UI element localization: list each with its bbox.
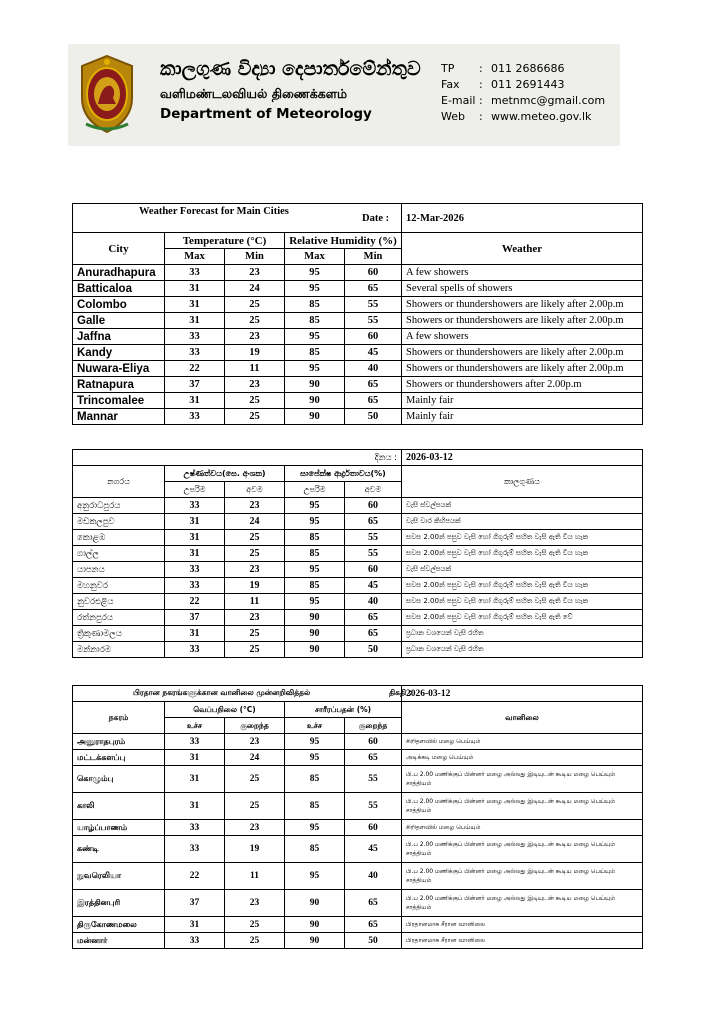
date-label: திகதி : — [389, 688, 412, 697]
temp-min-cell: 25 — [225, 313, 285, 329]
table-row — [73, 863, 643, 890]
col-header-weather: කාලගුණය — [402, 466, 643, 498]
city-cell: Nuwara-Eliya — [73, 361, 165, 377]
table-title: Weather Forecast for Main Cities — [139, 206, 289, 217]
humidity-max-cell: 95 — [285, 281, 345, 297]
col-header-min: අවම — [345, 482, 402, 498]
weather-cell: වැසි වාර කිහිපයක් — [402, 514, 643, 530]
humidity-max-cell: 95 — [285, 265, 345, 281]
temp-min-cell: 23 — [225, 890, 285, 917]
temp-min-cell: 24 — [225, 281, 285, 297]
col-header-temperature: Temperature (°C) — [165, 233, 285, 249]
col-header-weather: Weather — [402, 233, 643, 265]
humidity-max-cell: 85 — [285, 297, 345, 313]
contact-label: Fax — [441, 78, 460, 91]
table-row — [73, 562, 643, 578]
city-cell: Colombo — [73, 297, 165, 313]
contact-label: Web — [441, 110, 465, 123]
table-row — [73, 917, 643, 933]
col-header-min: குறைந்த — [225, 718, 285, 734]
col-header-max: උපරිම — [285, 482, 345, 498]
temp-min-cell: 23 — [225, 820, 285, 836]
city-cell: Anuradhapura — [73, 265, 165, 281]
temp-min-cell: 24 — [225, 750, 285, 766]
humidity-max-cell: 95 — [285, 594, 345, 610]
table-body — [73, 498, 643, 658]
temp-max-cell: 33 — [165, 578, 225, 594]
humidity-min-cell: 55 — [345, 766, 402, 793]
weather-cell: Mainly fair — [402, 409, 643, 425]
table-body — [73, 734, 643, 949]
table-row — [73, 265, 643, 281]
humidity-max-cell: 85 — [285, 836, 345, 863]
temp-min-cell: 25 — [225, 626, 285, 642]
weather-cell: பிரதானமாக சீரான வானிலை — [402, 917, 643, 933]
temp-min-cell: 25 — [225, 409, 285, 425]
weather-cell: பி.ப 2.00 மணிக்குப் பின்னர் மழை அல்லது இடியுடன் கூடிய மழை பெய்யும் சாத்தியம் — [402, 836, 643, 863]
humidity-min-cell: 60 — [345, 820, 402, 836]
col-header-max: Max — [165, 249, 225, 265]
temp-max-cell: 31 — [165, 530, 225, 546]
weather-cell: Mainly fair — [402, 393, 643, 409]
table-row — [73, 514, 643, 530]
city-cell: යාපනය — [73, 562, 165, 578]
humidity-min-cell: 55 — [345, 313, 402, 329]
weather-cell: Showers or thundershowers are likely after 2.00p.m — [402, 297, 643, 313]
table-row — [73, 313, 643, 329]
city-cell: ත්‍රිකුණාමලය — [73, 626, 165, 642]
col-header-min: අවම — [225, 482, 285, 498]
table-row — [73, 594, 643, 610]
humidity-max-cell: 95 — [285, 361, 345, 377]
table-row — [73, 820, 643, 836]
temp-min-cell: 11 — [225, 863, 285, 890]
humidity-max-cell: 95 — [285, 498, 345, 514]
col-header-max: உச்ச — [285, 718, 345, 734]
temp-max-cell: 22 — [165, 361, 225, 377]
temp-max-cell: 33 — [165, 734, 225, 750]
humidity-min-cell: 40 — [345, 594, 402, 610]
temp-min-cell: 11 — [225, 361, 285, 377]
humidity-min-cell: 55 — [345, 297, 402, 313]
city-cell: Kandy — [73, 345, 165, 361]
city-cell: Batticaloa — [73, 281, 165, 297]
city-cell: නුවරඑළිය — [73, 594, 165, 610]
city-cell: மன்னார் — [73, 933, 165, 949]
col-header-max: உச்ச — [165, 718, 225, 734]
weather-cell: සවස 2.00න් පසුව වැසි හෝ ගිගුරුම් සහිත වැසි ඇති වීය හැක — [402, 546, 643, 562]
table-row — [73, 734, 643, 750]
humidity-max-cell: 90 — [285, 890, 345, 917]
city-cell: මඩකලපුව — [73, 514, 165, 530]
city-cell: අනුරාධපුරය — [73, 498, 165, 514]
col-header-max: උපරිම — [165, 482, 225, 498]
city-cell: கண்டி — [73, 836, 165, 863]
humidity-min-cell: 50 — [345, 642, 402, 658]
humidity-min-cell: 60 — [345, 734, 402, 750]
temp-min-cell: 23 — [225, 498, 285, 514]
temp-min-cell: 23 — [225, 265, 285, 281]
temp-max-cell: 31 — [165, 297, 225, 313]
weather-cell: A few showers — [402, 329, 643, 345]
humidity-min-cell: 65 — [345, 750, 402, 766]
city-cell: கொழும்பு — [73, 766, 165, 793]
col-header-temperature: வெப்பநிலை (°C) — [165, 702, 285, 718]
weather-cell: பி.ப 2.00 மணிக்குப் பின்னர் மழை அல்லது இடியுடன் கூடிய மழை பெய்யும் சாத்தியம் — [402, 890, 643, 917]
humidity-max-cell: 85 — [285, 313, 345, 329]
weather-cell: பிரதானமாக சீரான வானிலை — [402, 933, 643, 949]
weather-cell: Showers or thundershowers are likely after 2.00p.m — [402, 313, 643, 329]
table-row — [73, 281, 643, 297]
temp-max-cell: 22 — [165, 863, 225, 890]
humidity-max-cell: 95 — [285, 562, 345, 578]
temp-min-cell: 23 — [225, 562, 285, 578]
table-row — [73, 766, 643, 793]
letterhead — [68, 44, 620, 146]
temp-min-cell: 25 — [225, 933, 285, 949]
temp-max-cell: 33 — [165, 836, 225, 863]
city-cell: ගාල්ල — [73, 546, 165, 562]
weather-cell: වැසි ස්වල්පයක් — [402, 498, 643, 514]
humidity-min-cell: 55 — [345, 546, 402, 562]
table-row — [73, 361, 643, 377]
table-row — [73, 890, 643, 917]
humidity-min-cell: 65 — [345, 626, 402, 642]
temp-min-cell: 11 — [225, 594, 285, 610]
temp-max-cell: 33 — [165, 498, 225, 514]
humidity-min-cell: 65 — [345, 377, 402, 393]
city-cell: நுவரெலியா — [73, 863, 165, 890]
weather-cell: සවස 2.00න් පසුව වැසි හෝ ගිගුරුම් සහිත වැසි ඇති වීය හැක — [402, 578, 643, 594]
table-row — [73, 377, 643, 393]
table-body — [73, 265, 643, 425]
city-cell: Jaffna — [73, 329, 165, 345]
weather-cell: සවස 2.00න් පසුව වැසි හෝ ගිගුරුම් සහිත වැසි ඇති වීය හැක — [402, 594, 643, 610]
humidity-max-cell: 90 — [285, 393, 345, 409]
temp-max-cell: 31 — [165, 546, 225, 562]
humidity-min-cell: 60 — [345, 329, 402, 345]
humidity-min-cell: 45 — [345, 836, 402, 863]
humidity-min-cell: 45 — [345, 578, 402, 594]
contact-web: Web : www.meteo.gov.lk — [441, 110, 592, 123]
col-header-humidity: சாரீரப்பதன் (%) — [285, 702, 402, 718]
humidity-max-cell: 85 — [285, 546, 345, 562]
humidity-min-cell: 65 — [345, 514, 402, 530]
table-row — [73, 409, 643, 425]
city-cell: மட்டக்களப்பு — [73, 750, 165, 766]
temp-min-cell: 25 — [225, 642, 285, 658]
temp-min-cell: 19 — [225, 345, 285, 361]
table-title-cell — [73, 686, 412, 702]
contact-label: TP — [441, 62, 455, 75]
table-row — [73, 530, 643, 546]
forecast-table-tamil — [72, 685, 643, 949]
temp-min-cell: 25 — [225, 297, 285, 313]
temp-min-cell: 23 — [225, 377, 285, 393]
contact-fax: Fax : 011 2691443 — [441, 78, 565, 91]
temp-max-cell: 33 — [165, 820, 225, 836]
weather-cell: වැසි ස්වල්පයක් — [402, 562, 643, 578]
humidity-min-cell: 65 — [345, 610, 402, 626]
humidity-min-cell: 40 — [345, 863, 402, 890]
humidity-max-cell: 95 — [285, 514, 345, 530]
department-name-english: Department of Meteorology — [160, 106, 372, 122]
weather-cell: සවස 2.00න් පසුව වැසි හෝ ගිගුරුම් සහිත වැසි ඇති වීය හැක — [402, 530, 643, 546]
city-cell: කොළඹ — [73, 530, 165, 546]
humidity-max-cell: 90 — [285, 933, 345, 949]
humidity-max-cell: 95 — [285, 863, 345, 890]
temp-max-cell: 31 — [165, 750, 225, 766]
table-row — [73, 345, 643, 361]
humidity-max-cell: 85 — [285, 345, 345, 361]
temp-min-cell: 19 — [225, 836, 285, 863]
temp-max-cell: 31 — [165, 793, 225, 820]
sri-lanka-emblem-icon — [76, 54, 138, 134]
col-header-temperature: උෂ්ණත්වය(සෙ. අංශක) — [165, 466, 285, 482]
temp-max-cell: 37 — [165, 377, 225, 393]
humidity-max-cell: 90 — [285, 626, 345, 642]
temp-max-cell: 22 — [165, 594, 225, 610]
table-row — [73, 329, 643, 345]
temp-min-cell: 25 — [225, 530, 285, 546]
humidity-min-cell: 60 — [345, 498, 402, 514]
temp-max-cell: 31 — [165, 393, 225, 409]
col-header-city: City — [73, 233, 165, 265]
weather-cell: சிறிதளவில் மழை பெய்யும் — [402, 734, 643, 750]
city-cell: Mannar — [73, 409, 165, 425]
table-row — [73, 793, 643, 820]
table-row — [73, 933, 643, 949]
city-cell: காலி — [73, 793, 165, 820]
contact-label: E-mail — [441, 94, 476, 107]
temp-max-cell: 33 — [165, 562, 225, 578]
temp-min-cell: 25 — [225, 917, 285, 933]
department-name-sinhala: කාලගුණ විද්‍යා දෙපාර්තමේන්තුව — [160, 58, 421, 80]
temp-max-cell: 31 — [165, 626, 225, 642]
temp-max-cell: 33 — [165, 933, 225, 949]
weather-cell: Showers or thundershowers are likely after 2.00p.m — [402, 361, 643, 377]
contact-value: 011 2686686 — [491, 62, 565, 75]
humidity-max-cell: 95 — [285, 329, 345, 345]
table-row — [73, 836, 643, 863]
city-cell: Galle — [73, 313, 165, 329]
table-row — [73, 626, 643, 642]
temp-max-cell: 37 — [165, 610, 225, 626]
col-header-min: குறைந்த — [345, 718, 402, 734]
humidity-max-cell: 95 — [285, 820, 345, 836]
weather-cell: பி.ப 2.00 மணிக்குப் பின்னர் மழை அல்லது இடியுடன் கூடிய மழை பெய்யும் சாத்தியம் — [402, 863, 643, 890]
humidity-max-cell: 95 — [285, 734, 345, 750]
col-header-humidity: සාපේක්ෂ ආර්ද්‍රතාවය(%) — [285, 466, 402, 482]
city-cell: මන්නාරම — [73, 642, 165, 658]
contact-value: 011 2691443 — [491, 78, 565, 91]
temp-min-cell: 25 — [225, 393, 285, 409]
weather-cell: அடிக்கடி மழை பெய்யும் — [402, 750, 643, 766]
weather-cell: பி.ப 2.00 மணிக்குப் பின்னர் மழை அல்லது இடியுடன் கூடிய மழை பெய்யும் சாத்தியம் — [402, 766, 643, 793]
table-row — [73, 578, 643, 594]
city-cell: Ratnapura — [73, 377, 165, 393]
temp-min-cell: 23 — [225, 610, 285, 626]
humidity-min-cell: 45 — [345, 345, 402, 361]
humidity-max-cell: 95 — [285, 750, 345, 766]
city-cell: அனுராதபுரம் — [73, 734, 165, 750]
humidity-min-cell: 50 — [345, 933, 402, 949]
temp-max-cell: 33 — [165, 265, 225, 281]
col-header-min: Min — [225, 249, 285, 265]
city-cell: රත්නපුරය — [73, 610, 165, 626]
temp-min-cell: 25 — [225, 546, 285, 562]
temp-min-cell: 23 — [225, 329, 285, 345]
humidity-max-cell: 85 — [285, 766, 345, 793]
table-row — [73, 750, 643, 766]
forecast-table-english — [72, 203, 643, 425]
weather-cell: பி.ப 2.00 மணிக்குப் பின்னர் மழை அல்லது இடியுடன் கூடிய மழை பெய்யும் சாத்தியம் — [402, 793, 643, 820]
weather-cell: A few showers — [402, 265, 643, 281]
temp-min-cell: 19 — [225, 578, 285, 594]
table-row — [73, 642, 643, 658]
date-value: 12-Mar-2026 — [402, 204, 643, 233]
temp-max-cell: 33 — [165, 642, 225, 658]
contact-value[interactable]: metnmc@gmail.com — [491, 94, 606, 107]
temp-max-cell: 33 — [165, 329, 225, 345]
table-row — [73, 546, 643, 562]
humidity-min-cell: 65 — [345, 917, 402, 933]
humidity-max-cell: 90 — [285, 642, 345, 658]
city-cell: Trincomalee — [73, 393, 165, 409]
humidity-max-cell: 90 — [285, 917, 345, 933]
humidity-max-cell: 85 — [285, 793, 345, 820]
weather-cell: ප්‍රධාන වශයෙන් වැසි රහිත — [402, 626, 643, 642]
weather-cell: Several spells of showers — [402, 281, 643, 297]
temp-min-cell: 24 — [225, 514, 285, 530]
weather-cell: சிறிதளவில் மழை பெய்யும் — [402, 820, 643, 836]
city-cell: திருகோணமலை — [73, 917, 165, 933]
temp-max-cell: 31 — [165, 917, 225, 933]
humidity-max-cell: 90 — [285, 377, 345, 393]
humidity-max-cell: 85 — [285, 578, 345, 594]
contact-email: E-mail : metnmc@gmail.com — [441, 94, 606, 107]
table-row — [73, 393, 643, 409]
date-value: 2026-03-12 — [402, 686, 643, 702]
col-header-humidity: Relative Humidity (%) — [285, 233, 402, 249]
temp-max-cell: 31 — [165, 313, 225, 329]
col-header-city: නගරය — [73, 466, 165, 498]
temp-max-cell: 33 — [165, 345, 225, 361]
table-title: பிரதான நகரங்களுக்கான வானிலை முன்னறிவித்தல் — [133, 688, 311, 697]
date-label: Date : — [362, 213, 390, 224]
humidity-min-cell: 65 — [345, 890, 402, 917]
temp-max-cell: 31 — [165, 281, 225, 297]
col-header-min: Min — [345, 249, 402, 265]
humidity-min-cell: 40 — [345, 361, 402, 377]
col-header-max: Max — [285, 249, 345, 265]
department-name-tamil: வளிமண்டலவியல் திணைக்களம் — [160, 86, 348, 101]
col-header-city: நகரம் — [73, 702, 165, 734]
weather-cell: සවස 2.00න් පසුව වැසි හෝ ගිගුරුම් සහිත වැසි ඇති වේ — [402, 610, 643, 626]
city-cell: මහනුවර — [73, 578, 165, 594]
weather-cell: Showers or thundershowers after 2.00p.m — [402, 377, 643, 393]
table-row — [73, 297, 643, 313]
temp-min-cell: 23 — [225, 734, 285, 750]
contact-value[interactable]: www.meteo.gov.lk — [491, 110, 592, 123]
contact-phone: TP : 011 2686686 — [441, 62, 565, 75]
table-row — [73, 498, 643, 514]
temp-max-cell: 31 — [165, 514, 225, 530]
temp-max-cell: 33 — [165, 409, 225, 425]
humidity-min-cell: 55 — [345, 793, 402, 820]
humidity-min-cell: 65 — [345, 393, 402, 409]
temp-max-cell: 31 — [165, 766, 225, 793]
temp-min-cell: 25 — [225, 766, 285, 793]
weather-cell: ප්‍රධාන වශයෙන් වැසි රහිත — [402, 642, 643, 658]
table-title-cell — [73, 204, 402, 233]
humidity-min-cell: 55 — [345, 530, 402, 546]
humidity-min-cell: 60 — [345, 562, 402, 578]
forecast-table-sinhala — [72, 449, 643, 658]
humidity-min-cell: 50 — [345, 409, 402, 425]
date-value: 2026-03-12 — [402, 450, 643, 466]
humidity-max-cell: 90 — [285, 409, 345, 425]
table-row — [73, 610, 643, 626]
city-cell: இரத்தினபுரி — [73, 890, 165, 917]
city-cell: யாழ்ப்பாணம் — [73, 820, 165, 836]
humidity-min-cell: 65 — [345, 281, 402, 297]
col-header-weather: வானிலை — [402, 702, 643, 734]
temp-max-cell: 37 — [165, 890, 225, 917]
humidity-max-cell: 85 — [285, 530, 345, 546]
temp-min-cell: 25 — [225, 793, 285, 820]
humidity-min-cell: 60 — [345, 265, 402, 281]
weather-cell: Showers or thundershowers are likely after 2.00p.m — [402, 345, 643, 361]
date-label: දිනය : — [73, 450, 402, 466]
humidity-max-cell: 90 — [285, 610, 345, 626]
